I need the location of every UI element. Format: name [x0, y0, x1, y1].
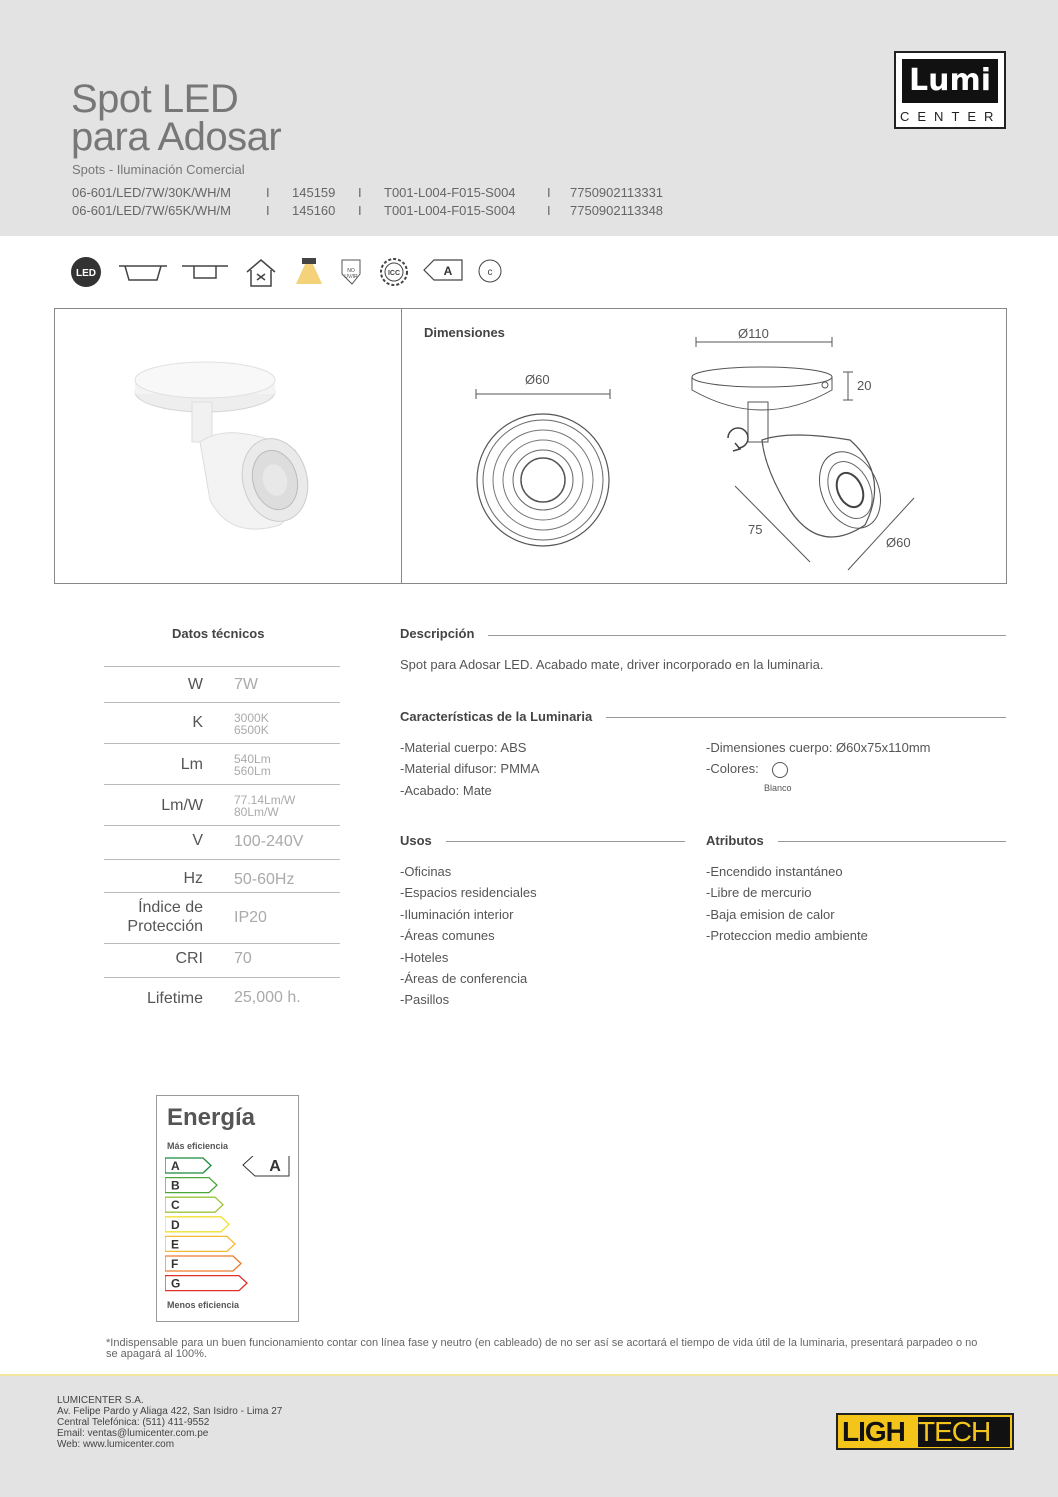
logo-wordmark: Lumi — [902, 59, 998, 103]
email-link[interactable]: Email: ventas@lumicenter.com.pe — [57, 1428, 209, 1439]
product-image — [120, 350, 320, 540]
spec-row — [104, 784, 340, 825]
lightech-logo-part-a: LIGH — [842, 1416, 905, 1447]
description-text: Spot para Adosar LED. Acabado mate, driver incorporado en la luminaria. — [400, 657, 824, 672]
company-name: LUMICENTER S.A. — [57, 1395, 144, 1406]
svg-text:UV/IR: UV/IR — [344, 274, 358, 280]
spec-key: Lifetime — [146, 990, 203, 1007]
recessed-profile-icon — [117, 256, 169, 288]
spec-value-2: 560Lm — [234, 764, 271, 778]
energy-class-letter: G — [171, 1276, 181, 1291]
length-label: 75 — [748, 522, 763, 537]
list-item: -Dimensiones cuerpo: Ø60x75x110mm — [706, 740, 931, 755]
front-view-drawing — [470, 370, 620, 555]
svg-text:c: c — [487, 267, 493, 278]
spec-value: 50-60Hz — [234, 871, 295, 888]
box-divider — [401, 309, 402, 583]
reference: T001-L004-F015-S004 — [384, 185, 516, 200]
separator: I — [547, 203, 551, 218]
characteristics-title: Características de la Luminaria — [400, 709, 606, 724]
list-item: -Proteccion medio ambiente — [706, 928, 868, 944]
light-beam-icon — [294, 256, 324, 288]
svg-text:ICC: ICC — [387, 270, 401, 277]
more-efficiency-label: Más eficiencia — [167, 1141, 229, 1151]
less-efficiency-label: Menos eficiencia — [167, 1300, 240, 1310]
company-address — [57, 1395, 282, 1450]
spec-row — [104, 977, 340, 1013]
sku: 06-601/LED/7W/65K/WH/M — [72, 203, 231, 218]
spec-row — [104, 859, 340, 892]
energy-class-letter: C — [171, 1198, 180, 1213]
spec-row — [104, 702, 340, 743]
footnote: *Indispensable para un buen funcionamiento contar con línea fase y neutro (en cableado) de no ser así se acortará el tiempo de vida útil de la luminaria, presentará parpadeo o no se apagará al 100%. — [106, 1337, 978, 1360]
spec-value-2: 6500K — [234, 723, 269, 737]
spec-key: CRI — [175, 950, 203, 967]
lumicenter-logo — [894, 51, 1006, 129]
c-mark-icon — [477, 256, 503, 288]
energy-title: Energía — [167, 1104, 256, 1131]
separator: I — [547, 185, 551, 200]
phone-line: Central Telefónica: (511) 411-9552 — [57, 1417, 210, 1428]
energy-label — [156, 1095, 299, 1322]
tech-data-title: Datos técnicos — [172, 626, 265, 641]
spec-key: Índice de — [138, 899, 203, 916]
logo-subtext: CENTER — [900, 109, 1002, 124]
spec-value: 7W — [234, 676, 258, 693]
spec-row — [104, 892, 340, 943]
title-line-2: para Adosar — [71, 115, 282, 159]
list-item: -Pasillos — [400, 992, 450, 1008]
code-row — [72, 202, 690, 220]
list-item: -Material difusor: PMMA — [400, 761, 540, 777]
color-name: Blanco — [764, 783, 792, 793]
list-item: -Áreas comunes — [400, 928, 495, 944]
spec-value: 70 — [234, 950, 252, 967]
address-line: Av. Felipe Pardo y Aliaga 422, San Isidro - Lima 27 — [57, 1406, 283, 1417]
list-item: -Encendido instantáneo — [706, 864, 843, 879]
list-item: -Colores: — [706, 761, 759, 777]
svg-text:NO: NO — [347, 268, 355, 274]
usos-list — [400, 861, 537, 1011]
characteristics-right — [706, 737, 930, 780]
spec-value: 100-240V — [234, 833, 304, 850]
energy-scale — [165, 1156, 295, 1296]
code-row — [72, 184, 690, 202]
no-uv-ir-icon — [338, 256, 366, 288]
front-diameter-label: Ø60 — [525, 372, 550, 387]
indoor-house-icon — [243, 256, 279, 290]
page-title — [71, 77, 282, 159]
ean: 7750902113331 — [570, 185, 664, 200]
list-item: -Baja emision de calor — [706, 906, 835, 922]
spec-key: Hz — [183, 870, 203, 887]
spec-key: K — [192, 714, 203, 731]
energy-class-letter: F — [171, 1257, 179, 1271]
icc-badge-icon — [379, 256, 409, 288]
section-rule — [400, 635, 1006, 636]
energy-class-letter: E — [171, 1237, 180, 1252]
lightech-logo — [836, 1413, 1014, 1450]
lightech-logo-part-b: TECH — [918, 1417, 1010, 1447]
energy-rating-letter: A — [269, 1158, 281, 1175]
spec-table — [104, 666, 340, 1013]
spec-row — [104, 743, 340, 784]
spec-row — [104, 943, 340, 977]
ean: 7750902113348 — [570, 203, 664, 218]
separator: I — [358, 185, 362, 200]
energy-class-letter: A — [171, 1159, 180, 1173]
spec-value-2: 80Lm/W — [234, 805, 279, 819]
description-title: Descripción — [400, 626, 488, 641]
reference: T001-L004-F015-S004 — [384, 203, 516, 218]
spec-value: 540Lm — [234, 752, 271, 766]
list-item: -Libre de mercurio — [706, 885, 812, 901]
spec-key-2: Protección — [127, 918, 203, 935]
separator: I — [266, 185, 270, 200]
sku: 06-601/LED/7W/30K/WH/M — [72, 185, 231, 200]
spec-key: Lm/W — [161, 797, 203, 814]
spec-value: 77.14Lm/W — [234, 793, 296, 807]
spec-row — [104, 825, 340, 859]
color-swatch-white — [772, 762, 788, 778]
characteristics-left — [400, 737, 539, 801]
website-link[interactable]: Web: www.lumicenter.com — [57, 1439, 175, 1450]
energy-rating-pointer — [243, 1156, 289, 1176]
usos-title: Usos — [400, 833, 446, 848]
list-item: -Iluminación interior — [400, 906, 514, 922]
list-item: -Oficinas — [400, 864, 452, 879]
separator: I — [358, 203, 362, 218]
svg-text:LED: LED — [76, 268, 96, 279]
surface-profile-icon — [180, 256, 230, 288]
spec-key: W — [187, 676, 203, 693]
atributos-title: Atributos — [706, 833, 778, 848]
list-item: -Áreas de conferencia — [400, 970, 528, 986]
spec-value: 25,000 h. — [234, 989, 301, 1006]
spec-value: IP20 — [234, 909, 267, 926]
product-id: 145160 — [292, 203, 336, 218]
title-line-1: Spot LED — [71, 77, 239, 121]
atributos-list — [706, 861, 868, 947]
spec-value: 3000K — [234, 711, 269, 725]
product-codes — [72, 184, 690, 220]
svg-text:A: A — [443, 264, 453, 278]
subtitle: Spots - Iluminación Comercial — [72, 162, 245, 177]
led-badge-icon — [70, 256, 102, 288]
base-height-label: 20 — [857, 378, 872, 393]
spec-key: V — [192, 832, 203, 849]
separator: I — [266, 203, 270, 218]
list-item: -Hoteles — [400, 949, 449, 965]
list-item: -Acabado: Mate — [400, 782, 492, 798]
head-diameter-label: Ø60 — [886, 535, 911, 550]
energy-class-arrow-icon — [422, 256, 466, 288]
spec-key: Lm — [180, 756, 203, 773]
dimensions-label: Dimensiones — [424, 325, 505, 340]
list-item: -Material cuerpo: ABS — [400, 740, 527, 755]
spec-row — [104, 666, 340, 702]
product-id: 145159 — [292, 185, 336, 200]
base-diameter-label: Ø110 — [738, 326, 769, 341]
list-item: -Espacios residenciales — [400, 885, 537, 901]
energy-class-letter: D — [171, 1217, 180, 1232]
energy-class-letter: B — [171, 1178, 180, 1193]
